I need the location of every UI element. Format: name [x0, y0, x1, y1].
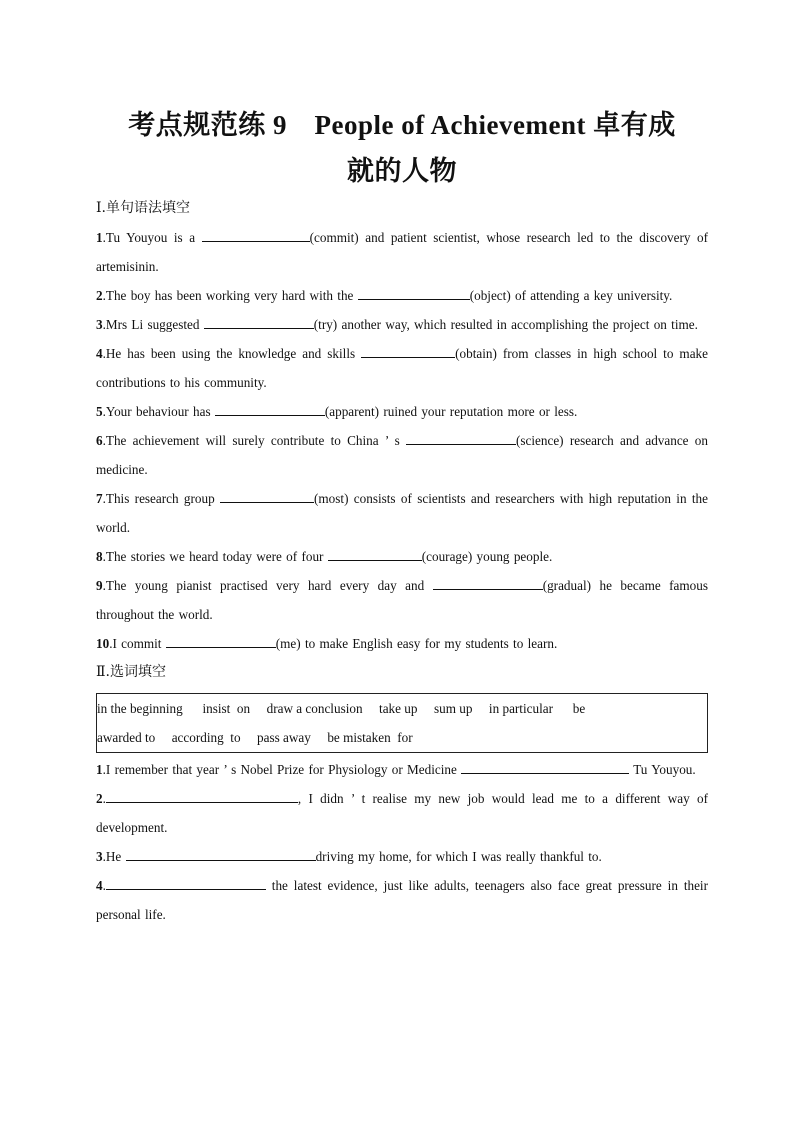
question-item: 8.The stories we heard today were of four (courage) young people. [96, 542, 708, 571]
answer-blank[interactable] [220, 488, 314, 503]
title-line-1: 考点规范练 9 People of Achievement 卓有成 [128, 110, 676, 140]
answer-blank[interactable] [406, 430, 516, 445]
answer-blank[interactable] [202, 227, 310, 242]
title-line-2: 就的人物 [347, 156, 457, 186]
question-item: 4. the latest evidence, just like adults, teenagers also face great pressure in their personal life. [96, 871, 708, 929]
answer-blank[interactable] [433, 575, 543, 590]
question-item: 10.I commit (me) to make English easy for my students to learn. [96, 629, 708, 658]
question-item: 2.The boy has been working very hard with the (object) of attending a key university. [96, 281, 708, 310]
answer-blank[interactable] [361, 343, 455, 358]
answer-blank[interactable] [358, 285, 470, 300]
word-bank-line-1: in the beginning insist on draw a conclusion take up sum up in particular be [97, 701, 586, 716]
question-item: 9.The young pianist practised very hard every day and (gradual) he became famous throughout the world. [96, 571, 708, 629]
question-item: 4.He has been using the knowledge and skills (obtain) from classes in high school to make contributions to his community. [96, 339, 708, 397]
word-bank-line-2: awarded to according to pass away be mistaken for [97, 730, 413, 745]
answer-blank[interactable] [126, 846, 316, 861]
answer-blank[interactable] [106, 788, 298, 803]
question-item: 1.I remember that year ’ s Nobel Prize for Physiology or Medicine Tu Youyou. [96, 755, 708, 784]
section-1-heading: Ⅰ.单句语法填空 [96, 200, 190, 216]
answer-blank[interactable] [166, 633, 276, 648]
question-item: 6.The achievement will surely contribute to China ’ s (science) research and advance on medicine. [96, 426, 708, 484]
answer-blank[interactable] [461, 759, 629, 774]
answer-blank[interactable] [328, 546, 422, 561]
question-item: 3.Mrs Li suggested (try) another way, which resulted in accomplishing the project on time. [96, 310, 708, 339]
question-item: 5.Your behaviour has (apparent) ruined your reputation more or less. [96, 397, 708, 426]
answer-blank[interactable] [106, 875, 266, 890]
page-title [96, 102, 708, 194]
worksheet-page [96, 102, 708, 929]
answer-blank[interactable] [204, 314, 314, 329]
word-bank-box [96, 693, 708, 753]
question-item: 2. , I didn ’ t realise my new job would lead me to a different way of development. [96, 784, 708, 842]
answer-blank[interactable] [215, 401, 325, 416]
question-item: 7.This research group (most) consists of scientists and researchers with high reputation in the world. [96, 484, 708, 542]
question-item: 1.Tu Youyou is a (commit) and patient scientist, whose research led to the discovery of artemisinin. [96, 223, 708, 281]
section-2-heading: Ⅱ.选词填空 [96, 664, 166, 680]
question-item: 3.He driving my home, for which I was really thankful to. [96, 842, 708, 871]
